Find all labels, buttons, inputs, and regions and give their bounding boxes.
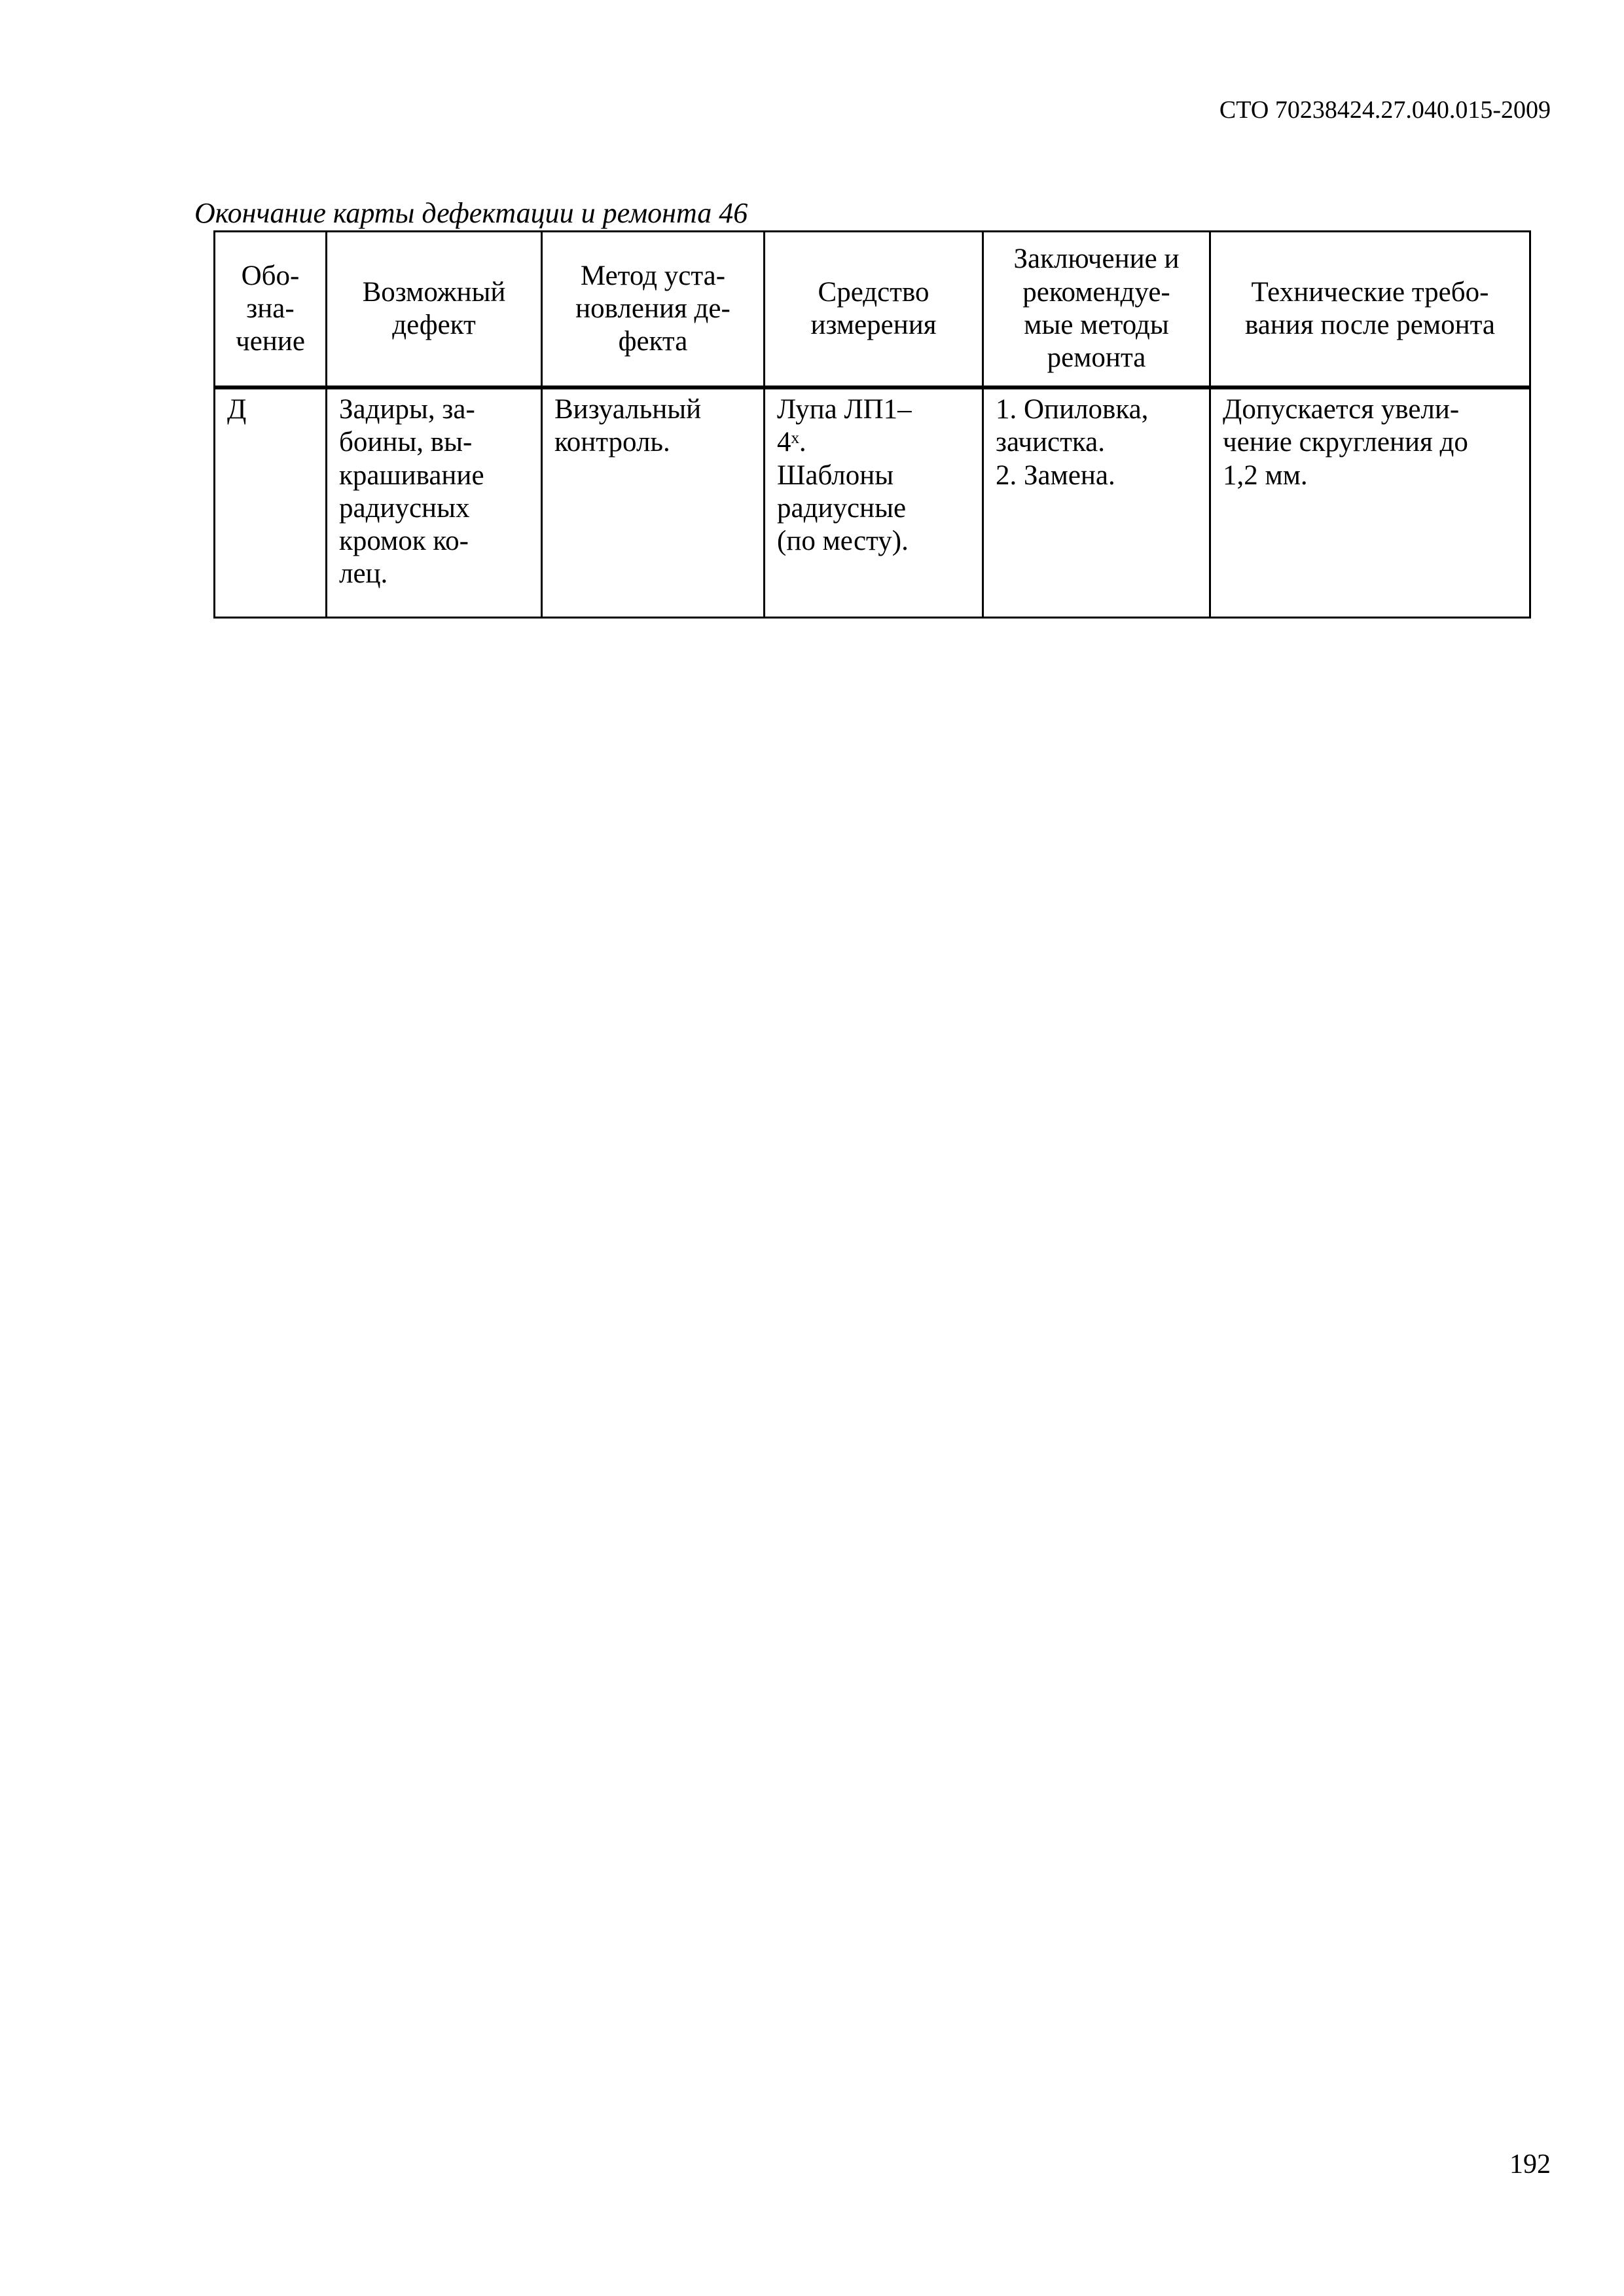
column-header-instrument: Средство измерения (765, 232, 983, 388)
header-row (215, 232, 1530, 388)
table-header (215, 232, 1530, 388)
cell-defect: Задиры, за- боины, вы- крашивание радиусных кромок ко- лец. (327, 387, 542, 618)
table-caption: Окончание карты дефектации и ремонта 46 (194, 197, 748, 229)
cell-repair: 1. Опиловка, зачистка. 2. Замена. (983, 387, 1210, 618)
cell-instrument: Лупа ЛП1– 4ˣ. Шаблоны радиусные (по месту). (765, 387, 983, 618)
table-body (215, 387, 1530, 618)
defect-repair-table (213, 230, 1531, 619)
document-code: СТО 70238424.27.040.015-2009 (1219, 96, 1551, 124)
column-header-requirements: Технические требо- вания после ремонта (1210, 232, 1530, 388)
cell-designation: Д (215, 387, 327, 618)
column-header-repair: Заключение и рекомендуе- мые методы ремонта (983, 232, 1210, 388)
column-header-method: Метод уста- новления де- фекта (542, 232, 765, 388)
column-header-designation: Обо- зна- чение (215, 232, 327, 388)
page-number: 192 (1509, 2149, 1551, 2179)
column-header-defect: Возможный дефект (327, 232, 542, 388)
cell-requirements: Допускается увели- чение скругления до 1,2 мм. (1210, 387, 1530, 618)
table-row (215, 387, 1530, 618)
cell-method: Визуальный контроль. (542, 387, 765, 618)
